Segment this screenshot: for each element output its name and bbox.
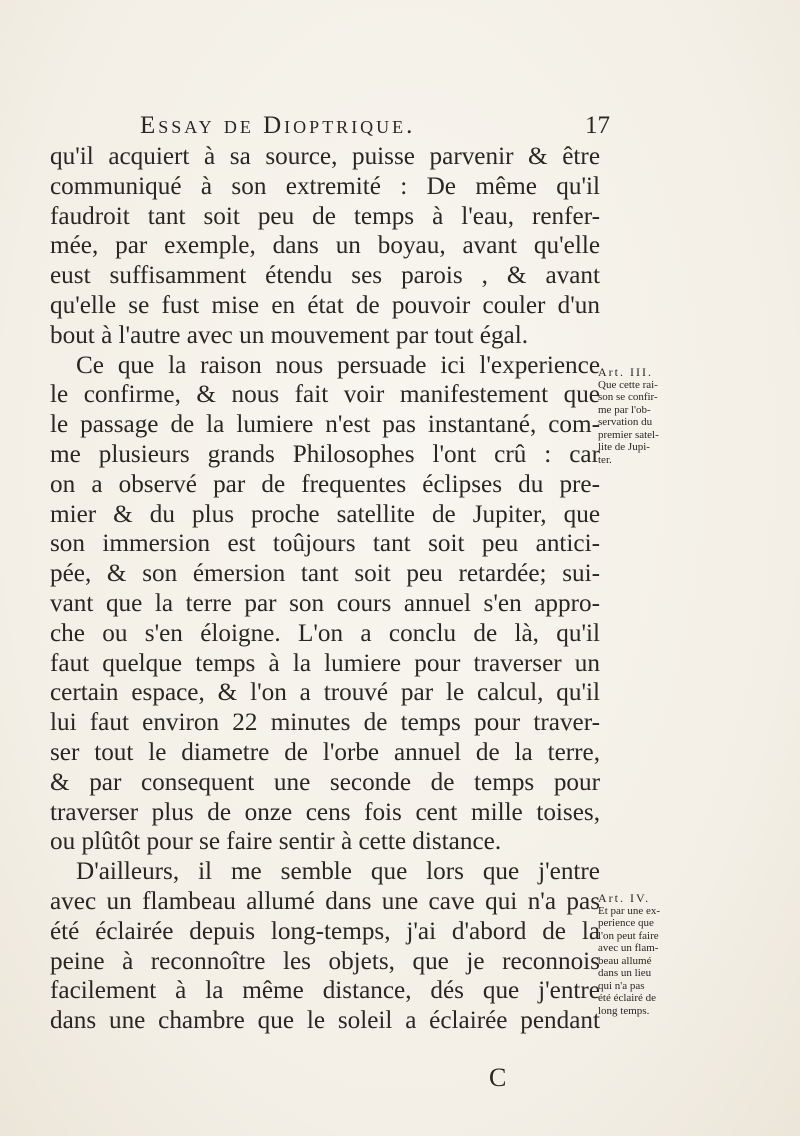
text-line: son immersion est toûjours tant soit peu antici- bbox=[50, 530, 600, 558]
text-line: traverser plus de onze cens fois cent mille toises, bbox=[50, 798, 600, 826]
margin-note-line: Que cette rai- bbox=[598, 378, 658, 391]
running-title: Essay de Dioptrique. bbox=[140, 112, 416, 139]
margin-note-line: premier satel- bbox=[598, 428, 659, 441]
text-line: che ou s'en éloigne. L'on a conclu de là, qu'il bbox=[50, 619, 600, 647]
text-line: dans une chambre que le soleil a éclairée pendant bbox=[50, 1007, 600, 1035]
margin-note-line: son se confir- bbox=[598, 391, 658, 403]
margin-note-art-3 bbox=[598, 366, 672, 466]
body-text bbox=[50, 142, 600, 1036]
margin-note-line: qui n'a pas bbox=[598, 979, 645, 992]
text-line: on a observé par de frequentes éclipses du pre- bbox=[50, 470, 600, 498]
text-line: certain espace, & l'on a trouvé par le calcul, qu'il bbox=[50, 679, 600, 707]
text-line: & par consequent une seconde de temps pour bbox=[50, 768, 600, 796]
text-line: ser tout le diametre de l'orbe annuel de la terre, bbox=[50, 738, 600, 766]
margin-note-art-4 bbox=[598, 892, 672, 1017]
text-line: qu'il acquiert à sa source, puisse parvenir & être bbox=[50, 143, 600, 170]
text-line: faut quelque temps à la lumiere pour traverser un bbox=[50, 649, 600, 677]
margin-note-line: beau allumé bbox=[598, 954, 652, 967]
text-line: pée, & son émersion tant soit peu retardée; sui- bbox=[50, 560, 600, 588]
margin-note-line: dans un lieu bbox=[598, 967, 652, 979]
text-line: faudroit tant soit peu de temps à l'eau, renfer- bbox=[50, 202, 600, 230]
page-header bbox=[60, 110, 610, 144]
margin-note-label: Art. III. bbox=[598, 365, 653, 379]
page-number: 17 bbox=[585, 112, 610, 139]
margin-note-line: servation du bbox=[598, 416, 653, 428]
margin-note-line: avec un flam- bbox=[598, 942, 659, 954]
margin-note-line: Et par une ex- bbox=[598, 904, 660, 917]
text-line: été éclairée depuis long-temps, j'ai d'abord de la bbox=[50, 917, 600, 945]
text-line: facilement à la même distance, dés que j'entre bbox=[50, 977, 600, 1005]
text-line: le confirme, & nous fait voir manifestement que bbox=[50, 381, 600, 409]
text-line: mée, par exemple, dans un boyau, avant qu'elle bbox=[50, 232, 600, 260]
margin-note-line: long temps. bbox=[598, 1004, 650, 1017]
signature-mark: C bbox=[489, 1063, 507, 1092]
text-line: qu'elle se fust mise en état de pouvoir couler d'un bbox=[50, 291, 600, 319]
text-line: peine à reconnoître les objets, que je reconnois bbox=[50, 947, 600, 975]
margin-note-line: été éclairé de bbox=[598, 992, 657, 1004]
text-line: lui faut environ 22 minutes de temps pour traver- bbox=[50, 709, 600, 737]
margin-note-line: me par l'ob- bbox=[598, 403, 651, 416]
text-line: Ce que la raison nous persuade ici l'experience bbox=[76, 351, 600, 379]
text-line: avec un flambeau allumé dans une cave qui n'a pas bbox=[50, 887, 600, 915]
text-line: eust suffisamment étendu ses parois , & avant bbox=[50, 262, 600, 290]
margin-note-line: ter. bbox=[598, 453, 612, 466]
margin-note-line: perience que bbox=[598, 917, 654, 929]
text-line: D'ailleurs, il me semble que lors que j'entre bbox=[76, 858, 600, 886]
text-line: ou plûtôt pour se faire sentir à cette distance. bbox=[50, 828, 502, 856]
text-line: communiqué à son extremité : De même qu'il bbox=[50, 172, 600, 200]
margin-note-line: l'on peut faire bbox=[598, 929, 659, 942]
text-line: vant que la terre par son cours annuel s'en appro- bbox=[50, 589, 600, 617]
text-line: me plusieurs grands Philosophes l'ont crû : car bbox=[50, 440, 600, 468]
margin-note-label: Art. IV. bbox=[598, 891, 651, 905]
text-line: bout à l'autre avec un mouvement par tout égal. bbox=[50, 321, 529, 349]
text-line: le passage de la lumiere n'est pas instantané, com- bbox=[50, 411, 600, 439]
margin-note-line: lite de Jupi- bbox=[598, 441, 650, 453]
text-line: mier & du plus proche satellite de Jupiter, que bbox=[50, 500, 600, 528]
